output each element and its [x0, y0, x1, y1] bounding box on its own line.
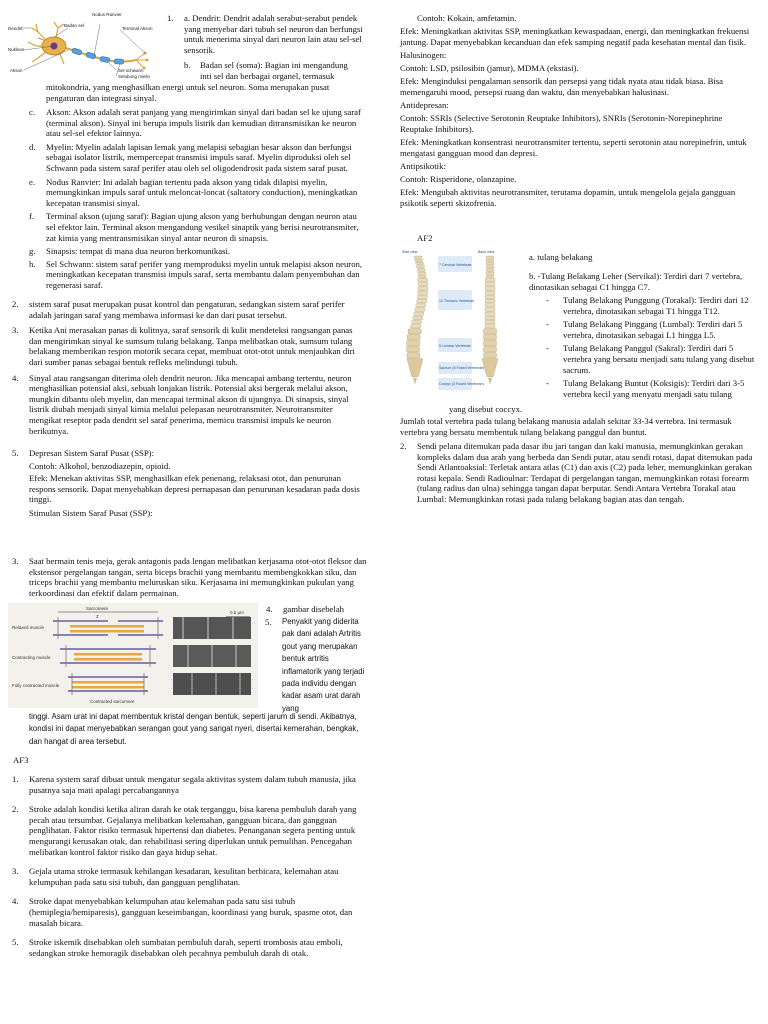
sub-item-text: Akson: Akson adalah serat panjang yang mengirimkan sinyal dari badan sel ke ujung saraf (terminal akson). Sinyal ini berupa impuls listrik dan kemudian ditransmisikan ke neuron atau sel-sel efektor lainnya. [46, 107, 361, 139]
neuron-label-nukleus: Nukleus [8, 47, 25, 52]
spine-figure [398, 248, 510, 398]
sarcomere-figure [8, 603, 258, 708]
item-4-gambar-number: 4. [266, 604, 273, 614]
list-item-text: sistem saraf pusat merupakan pusat kontrol dan pengaturan, sedangkan sistem saraf perifer adalah jaringan saraf yang membawa informasi ke dan dari pusat tersebut. [29, 299, 345, 320]
vertebra-shape [417, 299, 427, 302]
sarcomere-label-z: Z [96, 614, 99, 619]
vertebra-shape [407, 335, 420, 340]
item-5 [12, 448, 367, 519]
sarcomere-label-contracted-sarcomere: Contracted sarcomere [90, 699, 135, 704]
right-item-2-text: Sendi pelana ditemukan pada dasar ibu jari tangan dan kaki manusia, memungkinkan gerakan kompleks dalam dua arah yang berbeda dan Sendi putar, atau sendi rotasi, dapat ditemukan pada Sendi Atlantoaksial: Terletak antara atlas (C1) dan axis (C2) pada leher, memungkinkan gerakan rotasi kepala. Sendi Radioulnar: Terdapat di pergelangan tangan, memungkinkan rotasi forearm (tulang radius dan ulna) sehingga tangan dapat berputar. Sendi Antara Vertebra Torakal atau Lumbal: Memungkinkan rotasi pada tulang belakang bagian atas dan tengah. [417, 441, 753, 504]
spine-dash-text: Tulang Belakang Panggul (Sakral): Terdiri dari 5 vertebra yang bersatu menjadi satu tulang yang disebut sacrum. [563, 343, 755, 375]
item-5-gout-number: 5. [265, 617, 272, 627]
spine-dash-item [546, 378, 757, 399]
sarcomere-label-fully-contracted: Fully contracted muscle [12, 683, 60, 688]
sub-items-list [29, 107, 366, 294]
right-paragraph: Antidepresan: [400, 100, 449, 111]
sub-item-text: Terminal akson (ujung saraf): Bagian ujung akson yang berhubungan dengan neuron atau sel efektor lain. Terminal akson mengandung vesikel sinaptik yang berisi neurotransmiter, zat kimia yang mentransmisikan sinyal antar neuron di sinapsis. [46, 211, 359, 243]
sub-item-text: Sinapsis: tempat di mana dua neuron berkomunikasi. [46, 246, 231, 257]
vertebra-shape [484, 335, 497, 340]
vertebra-shape [485, 283, 495, 286]
vertebra-shape [486, 262, 494, 264]
item-1b [184, 60, 360, 81]
sub-item-text: Nodus Ranvier: Ini adalah bagian tertentu pada akson yang tidak dilapisi myelin, memungkinkan impuls saraf untuk meloncat-loncat (saltatory conduction), meningkatkan kecepatan transmisi sinyal. [46, 176, 358, 208]
right-paragraph: Halusinogen: [400, 49, 447, 60]
item-3-tenis-number: 3. [12, 556, 19, 566]
neuron-label-badan-sel: Badan sel [64, 23, 85, 28]
list-item-number: 2. [12, 299, 19, 309]
sarcomere-label-contracting: Contracting muscle [12, 655, 51, 660]
spine-label-thoracic: 12 Thoracic Vertebrae [439, 299, 475, 303]
main-items-list [12, 299, 367, 441]
vertebra-shape [417, 295, 427, 298]
vertebra-shape [418, 275, 426, 277]
sub-item [29, 258, 366, 291]
right-paragraph: Efek: Meningkatkan aktivitas SSP, meningkatkan kewaspadaan, energi, dan meningkatkan frekuensi jantung. Dapat menyebabkan kecanduan dan efek samping negatif pada kesehatan mental dan fisik. [400, 26, 750, 47]
item-1a-text: a. Dendrit: Dendrit adalah serabut-serabut pendek yang menyebar dari tubuh sel neuron dan berfungsi untuk menerima sinyal dari neuron lain atau sel-sel sensorik. [184, 13, 363, 55]
vertebra-shape [486, 272, 494, 274]
vertebra-shape [408, 329, 421, 334]
sub-item-label: d. [29, 141, 36, 152]
af3-item-text: Stroke adalah kondisi ketika aliran darah ke otak terganggu, bisa karena pembuluh darah yang pecah atau tersumbat. Gejalanya melibatkan kelemahan, gangguan bicara, dan gangguan penglihatan. Faktor risiko termasuk hipertensi dan diabetes. Penanganan segera penting untuk mengurangi kerusakan otak, dan rehabilitasi sering diperlukan untuk pemulihan. Pencegahan melibatkan kontrol faktor risiko dan gaya hidup sehat. [29, 804, 357, 857]
vertebra-shape [484, 329, 497, 334]
spine-answer-a: a. tulang belakang [529, 252, 593, 262]
item-4-gambar-text: gambar disebelah [283, 604, 345, 614]
sub-item-text: Sel Schwann: sistem saraf perifer yang memproduksi myelin untuk melapisi akson neuron, meningkatkan kecepatan transmisi impuls saraf, serta membantu dalam penyembuhan dan regenerasi saraf. [46, 258, 363, 290]
spine-answer-b: b. -Tulang Belakang Leher (Servikal): Terdiri dari 7 vertebra, dinotasikan sebagai C1 hingga C7. [529, 271, 743, 292]
vertebra-shape [485, 287, 495, 290]
sub-item-label: g. [29, 246, 36, 257]
af3-item [12, 896, 367, 928]
vertebra-shape [418, 287, 428, 290]
right-paragraph: Antipsikotik: [400, 160, 446, 171]
vertebra-shape [485, 299, 495, 302]
sub-item [29, 107, 366, 139]
spine-dash-item [546, 295, 757, 316]
item-5-gout-continuation: tinggi. Asam urat ini dapat membentuk kristal dengan bentuk, seperti jarum di sendi. Akibatnya, kondisi ini dapat menyebabkan serangan gout yang sangat nyeri, disertai kemerahan, bengkak, dan hangat di area tersebut. [29, 712, 359, 746]
vertebra-shape [416, 266, 424, 268]
sub-item-label: e. [29, 176, 36, 187]
sarcomere-label-scale: 0.5 µm [230, 610, 244, 615]
dash-bullet: - [546, 295, 549, 305]
right-paragraph: Efek: Meningkatkan konsentrasi neurotransmiter tertentu, seperti serotonin atau norepinefrin, untuk mengatasi gangguan mood dan depresi. [400, 137, 747, 158]
af3-item [12, 774, 367, 795]
vertebra-shape [414, 256, 422, 258]
af3-item-number: 1. [12, 774, 19, 784]
vertebra-shape [411, 325, 421, 328]
item-5-title: Depresan Sistem Saraf Pusat (SSP): [29, 448, 154, 458]
neuron-label-akson: Akson [10, 68, 23, 73]
spine-label-back-view: Back view [478, 250, 495, 254]
list-item [12, 299, 367, 320]
sarcomere-label-sarcomere: Sarcomere [86, 606, 109, 611]
right-paragraph: Contoh: SSRIs (Selective Serotonin Reuptake Inhibitors), SNRIs (Serotonin-Norepinephrine Reuptake Inhibitors). [400, 113, 723, 134]
list-item-number: 3. [12, 325, 19, 336]
vertebra-shape [484, 347, 497, 352]
sub-item [29, 211, 366, 243]
vertebra-shape [486, 269, 494, 271]
neuron-figure [8, 10, 168, 85]
item-5-number: 5. [12, 448, 19, 458]
spine-label-coccyx: Coccyx (3 Fused Vertebrae) [439, 382, 484, 386]
vertebra-shape [413, 316, 423, 319]
af3-item-text: Gejala utama stroke termasuk kehilangan kesadaran, kesulitan berbicara, kelemahan atau kelumpuhan pada satu sisi tubuh, dan gangguan penglihatan. [29, 866, 339, 887]
af2-heading: AF2 [417, 233, 433, 243]
vertebra-shape [486, 266, 494, 268]
af3-item [12, 804, 367, 857]
sub-item [29, 141, 366, 174]
item-5-gout-text: Penyakit yang diderita pak dani adalah Artritis gout yang merupakan bentuk artritis inflamatorik yang terjadi pada individu dengan kadar asam urat darah yang [282, 617, 365, 713]
vertebra-shape [417, 269, 425, 271]
af3-item-number: 3. [12, 866, 19, 877]
vertebra-shape [415, 308, 425, 311]
list-item [12, 325, 367, 367]
sub-item-label: c. [29, 107, 36, 117]
item-1b-label: b. [184, 60, 191, 70]
list-item-number: 4. [12, 372, 19, 383]
vertebra-shape [485, 320, 495, 323]
vertebra-shape [418, 278, 428, 281]
item-5-line-3: Stimulan Sistem Saraf Pusat (SSP): [29, 507, 153, 518]
item-4-gambar [266, 604, 373, 615]
list-item-text: Sinyal atau rangsangan diterima oleh dendrit neuron. Jika mencapai ambang tertentu, neuron menghasilkan potensial aksi, sebuah lonjakan listrik. Potensial aksi bergerak melalui akson, mungkin dibantu oleh myelin, dan mencapai terminal akson di ujungnya. Di sinapsis, sinyal listrik diubah menjadi sinyal kimia melalui pelepasan neurotransmiter. Neurotransmiter mengikat reseptor pada dendrit sel saraf penerima, memicu transmisi impuls ke neuron berikutnya. [29, 372, 352, 436]
list-item-text: Ketika Ani merasakan panas di kulitnya, saraf sensorik di kulit mendeteksi rangsangan panas dan mengirimkan sinyal ke sumsum tulang belakang. Tanpa melibatkan otak, sumsum tulang belakang memberikan respon motorik secara cepat, membuat otot-otot untuk menjauhkan diri dari sumber panas sebagai bentuk refleks melindungi tubuh. [29, 325, 355, 367]
item-3-tenis-text: Saat bermain tenis meja, gerak antagonis pada lengan melibatkan kerjasama otot-otot fleksor dan ekstensor pergelangan tangan, serta biceps brachii yang membantu membengkokkan siku, dan triceps brachii yang membantu meluruskan siku. Kerjasama ini memungkinkan pukulan yang terkoordinasi dan efektif dalam permainan. [29, 556, 367, 598]
sub-item-label: h. [29, 258, 36, 269]
spine-label-cervical: 7 Cervical Vertebrae [439, 263, 472, 267]
af3-item [12, 937, 367, 958]
vertebra-shape [416, 304, 426, 307]
neuron-label-sel-schwann: Sel schwann [118, 68, 144, 73]
spine-dash-item [546, 319, 757, 340]
sub-item [29, 176, 366, 209]
spine-label-sacrum: Sacrum (5 Fused Vertebrae) [439, 366, 485, 370]
vertebra-shape [485, 312, 495, 315]
af3-item-number: 5. [12, 937, 19, 948]
vertebra-shape [484, 353, 497, 358]
vertebra-shape [418, 272, 426, 274]
neuron-label-nodus-ranvier: Nodus Ranvier [92, 12, 122, 17]
right-paragraph: Efek: Mengubah aktivitas neurotransmiter, terutama dopamin, untuk mengelola gejala gangguan psikotik seperti skizofrenia. [400, 187, 736, 208]
vertebra-shape [486, 256, 494, 258]
af3-item-number: 2. [12, 804, 19, 815]
sarcomere-label-relaxed: Relaxed muscle [12, 625, 45, 630]
vertebra-shape [485, 278, 495, 281]
right-paragraph: Contoh: Risperidone, olanzapine. [400, 174, 517, 185]
vertebra-shape [418, 291, 428, 294]
spine-dash-item [546, 343, 757, 375]
sub-item-label: f. [29, 211, 35, 222]
af3-item-number: 4. [12, 896, 19, 907]
right-paragraph: Efek: Menginduksi pengalaman sensorik dan persepsi yang tidak nyata atau tidak biasa. Bisa memengaruhi mood, persepsi ruang dan waktu, dan menyebabkan halusinasi. [400, 76, 724, 97]
vertebra-total: Jumlah total vertebra pada tulang belakang manusia adalah sekitar 33-34 vertebra. Ini termasuk vertebra yang bersatu membentuk tulang belakang panggul dan buntut. [400, 416, 732, 437]
spine-dash-list [546, 295, 757, 402]
vertebra-shape [418, 283, 428, 286]
af3-item [12, 866, 367, 887]
af3-item-text: Karena system saraf dibuat untuk mengatur segala aktivitas system dalam tubuh manusia, jika pusatnya saja mati apalagi percabangannya [29, 774, 356, 795]
vertebra-shape [407, 347, 420, 352]
vertebra-shape [407, 341, 420, 346]
vertebra-shape [485, 308, 495, 311]
vertebra-shape [485, 304, 495, 307]
coccyx-continuation: yang disebut coccyx. [449, 404, 523, 414]
right-paragraph: Contoh: Kokain, amfetamin. [417, 13, 517, 23]
spine-label-side-view: Side view [402, 250, 418, 254]
vertebra-shape [486, 259, 494, 261]
vertebra-shape [412, 320, 422, 323]
item-1b-continuation: mitokondria, yang menghasilkan energi untuk sel neuron. Soma merupakan pusat pengaturan dan integrasi sinyal. [46, 82, 330, 103]
right-top-block [400, 13, 756, 211]
af3-heading: AF3 [13, 755, 29, 765]
spine-label-lumbar: 5 Lumbar Vertebrae [439, 344, 471, 348]
vertebra-shape [407, 353, 420, 358]
right-item-2 [400, 441, 757, 505]
item-5-line-2: Efek: Menekan aktivitas SSP, menghasilkan efek penenang, relaksasi otot, dan penurunan respons sensorik. Dapat menyebabkan depresi pernapasan dan penurunan kesadaran pada dosis tinggi. [29, 473, 360, 505]
vertebra-shape [416, 262, 424, 264]
dash-bullet: - [546, 378, 549, 389]
af3-item-text: Stroke dapat menyebabkan kelumpuhan atau kelemahan pada satu sisi tubuh (hemiplegia/hemiparesis), gangguan keseimbangan, koordinasi yang buruk, spasme otot, dan masalah bicara. [29, 896, 353, 928]
item-1b-text: Badan sel (soma): Bagian ini mengandung inti sel dan berbagai organel, termasuk [200, 60, 348, 81]
af3-list [12, 774, 367, 967]
vertebra-shape [414, 312, 424, 315]
item-1 [167, 13, 368, 55]
list-item [12, 372, 367, 437]
item-5-gout [265, 616, 368, 715]
vertebra-shape [484, 341, 497, 346]
spine-dash-text: Tulang Belakang Punggung (Torakal): Terdiri dari 12 vertebra, dinotasikan sebagai T1 hingga T12. [563, 295, 749, 316]
af3-item-text: Stroke iskemik disebabkan oleh sumbatan pembuluh darah, seperti trombosis atau emboli, sedangkan stroke hemoragik disebabkan oleh pecahnya pembuluh darah di otak. [29, 937, 343, 958]
right-paragraph: Contoh: LSD, psilosibin (jamur), MDMA (ekstasi). [400, 63, 579, 74]
vertebra-shape [485, 295, 495, 298]
neuron-label-terminal-akson: Terminal Akson [122, 26, 153, 31]
neuron-label-selubung-mielin: Selubung mielin [118, 74, 151, 79]
vertebra-shape [485, 291, 495, 294]
spine-dash-text: Tulang Belakang Buntut (Koksigis): Terdiri dari 3-5 vertebra kecil yang menyatu menjadi satu tulang [563, 378, 745, 399]
vertebra-shape [485, 316, 495, 319]
spine-dash-text: Tulang Belakang Pinggang (Lumbal): Terdiri dari 5 vertebra, dinotasikan sebagai L1 hingga L5. [563, 319, 743, 340]
dash-bullet: - [546, 319, 549, 330]
dash-bullet: - [546, 343, 549, 354]
neuron-label-dendrit: Dendrit [8, 26, 23, 31]
vertebra-shape [415, 259, 423, 261]
item-1-number: 1. [167, 13, 174, 23]
item-3-tenis [12, 556, 367, 598]
sub-item [29, 246, 366, 257]
sub-item-text: Myelin: Myelin adalah lapisan lemak yang melapisi sebagian besar akson dan berfungsi sebagai isolator listrik, mempercepat transmisi impuls saraf. Myelin diproduksi oleh sel Schwann pada sistem saraf perifer atau oleh sel oligodendrosit pada sistem saraf pusat. [46, 141, 352, 173]
vertebra-shape [486, 275, 494, 277]
vertebra-shape [485, 325, 495, 328]
item-5-line-1: Contoh: Alkohol, benzodiazepin, opioid. [29, 460, 171, 471]
right-item-2-number: 2. [400, 441, 407, 451]
